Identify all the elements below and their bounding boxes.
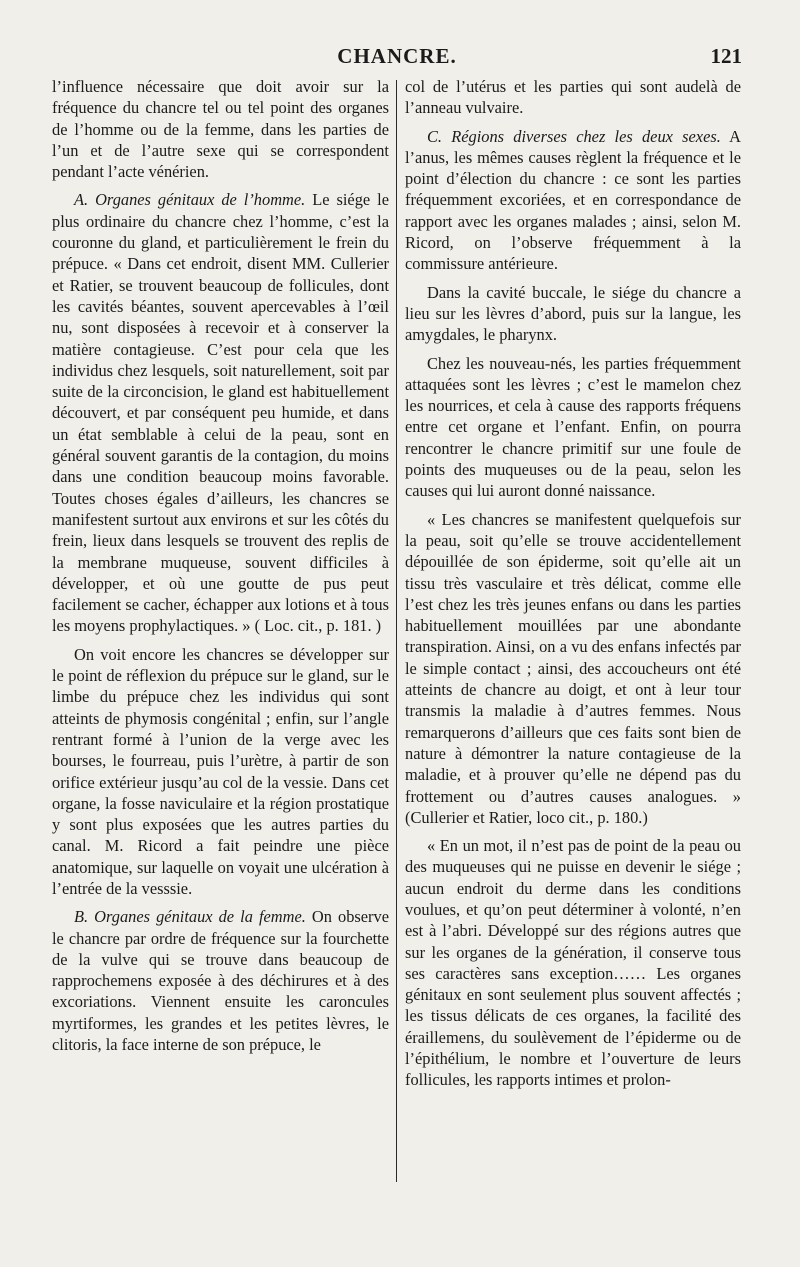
paragraph: l’influence nécessaire que doit avoir sur la fréquence du chancre tel ou tel point des organes de l’homme ou de la femme, dans les parties de l’un et de l’autre sexe qui se correspondent pendant l’acte vénérien.: [52, 77, 389, 182]
section-b-heading: B. Organes génitaux de la femme.: [74, 907, 306, 927]
page-number: 121: [710, 44, 742, 68]
section-c-heading: C. Régions diverses chez les deux sexes.: [427, 126, 721, 146]
right-column: [405, 76, 741, 1091]
quote-paragraph: « Les chancres se manifestent quelquefois sur la peau, soit qu’elle se trouve accidentellement dépouillée de son épiderme, soit qu’elle ait un tissu très vasculaire et très délicat, comme elle l’est chez les très jeunes enfans ou dans les parties habituellement mouillées par une abondante transpiration. Ainsi, on a vu des enfans infectés par le simple contact ; ainsi, des accoucheurs ont été atteints de chancre au doigt, et ont à leur tour transmis la maladie à d’autres femmes. Nous remarquerons d’ailleurs que ces faits sont bien de nature à démontrer la nature contagieuse de la maladie, et à prouver qu’elle ne dépend pas du frottement ou d’autres causes analogues. » (Cullerier et Ratier, loco cit., p. 180.): [405, 509, 741, 827]
section-b-text: On observe le chancre par ordre de fréquence sur la fourchette de la vulve qui se trouve dans beaucoup de rapprochemens exposée à des déchirures et à des excoriations. Viennent ensuite les caroncules myrtiformes, les grandes et les petites lèvres, le clitoris, la face interne de son prépuce, le: [52, 907, 389, 1055]
running-title: CHANCRE.: [337, 44, 457, 68]
paragraph: Dans la cavité buccale, le siége du chancre a lieu sur les lèvres d’abord, puis sur la langue, les amygdales, le pharynx.: [405, 282, 741, 345]
paragraph: col de l’utérus et les parties qui sont audelà de l’anneau vulvaire.: [405, 77, 741, 118]
paragraph: On voit encore les chancres se développer sur le point de réflexion du prépuce sur le gland, sur le limbe du prépuce chez les individus qui sont atteints de phymosis congénital ; enfin, sur l’angle rentrant formé à l’union de la verge avec les bourses, le fourreau, puis l’urètre, à partir de son orifice extérieur jusqu’au col de la vessie. Dans cet organe, la fosse naviculaire et la région prostatique y sont plus exposées que les autres parties du canal. M. Ricord a fait peindre une pièce anatomique, sur laquelle on voyait une ulcération à l’entrée de la vesssie.: [52, 644, 389, 898]
section-a-text: Le siége le plus ordinaire du chancre chez l’homme, c’est la couronne du gland, et particulièrement le frein du prépuce. « Dans cet endroit, disent MM. Cullerier et Ratier, se trouvent beaucoup de follicules, dont les cavités béantes, souvent apercevables à l’œil nu, sont disposées à recevoir et à conserver la matière contagieuse. C’est pour cela que les individus chez lesquels, soit naturellement, soit par suite de la circoncision, le gland est habituellement découvert, et par conséquent peu humide, et dans un état semblable à celui de la peau, sont en général souvent garantis de la contagion, du moins dans une condition beaucoup moins favorable. Toutes choses égales d’ailleurs, les chancres se manifestent surtout aux environs et sur les côtés du frein, lieux dans lesquels se trouvent des replis de la membrane muqueuse, souvent difficiles à développer, et où une goutte de pus peut facilement se cacher, échapper aux lotions et à tous les moyens prophylactiques. » ( Loc. cit., p. 181. ): [52, 190, 389, 636]
section-a-paragraph: [52, 189, 389, 636]
quote-paragraph: « En un mot, il n’est pas de point de la peau ou des muqueuses qui ne puisse en devenir le siége ; aucun endroit du derme dans les conditions voulues, et qu’on peut déterminer à volonté, n’en est à l’abri. Développé sur des régions autres que sur les organes de la génération, il conserve tous ses caractères sans exception…… Les organes génitaux en sont seulement plus souvent affectés ; les tissus délicats de ces organes, la facilité des éraillemens, du soulèvement de l’épiderme ou de l’épithélium, le nombre et l’ouverture de leurs follicules, les rapports intimes et prolon-: [405, 836, 741, 1090]
section-c-text: A l’anus, les mêmes causes règlent la fréquence et le point d’élection du chancre : ce sont les parties fréquemment excoriées, et en correspondance de rapport avec les organes malades ; ainsi, selon M. Ricord, on l’observe fréquemment à la commissure antérieure.: [405, 126, 741, 274]
left-column: [52, 76, 389, 1055]
page-header: [52, 44, 742, 78]
section-c-paragraph: [405, 126, 741, 275]
paragraph: Chez les nouveau-nés, les parties fréquemment attaquées sont les lèvres ; c’est le mamelon chez les nourrices, et cela à cause des rapports fréquens entre cet organe et l’enfant. Enfin, on pourra rencontrer le chancre primitif sur une foule de points des muqueuses ou de la peau, selon les causes qui lui auront donné naissance.: [405, 353, 741, 501]
section-b-paragraph: [52, 906, 389, 1055]
section-a-heading: A. Organes génitaux de l’homme.: [74, 190, 306, 210]
column-divider: [396, 80, 397, 1182]
